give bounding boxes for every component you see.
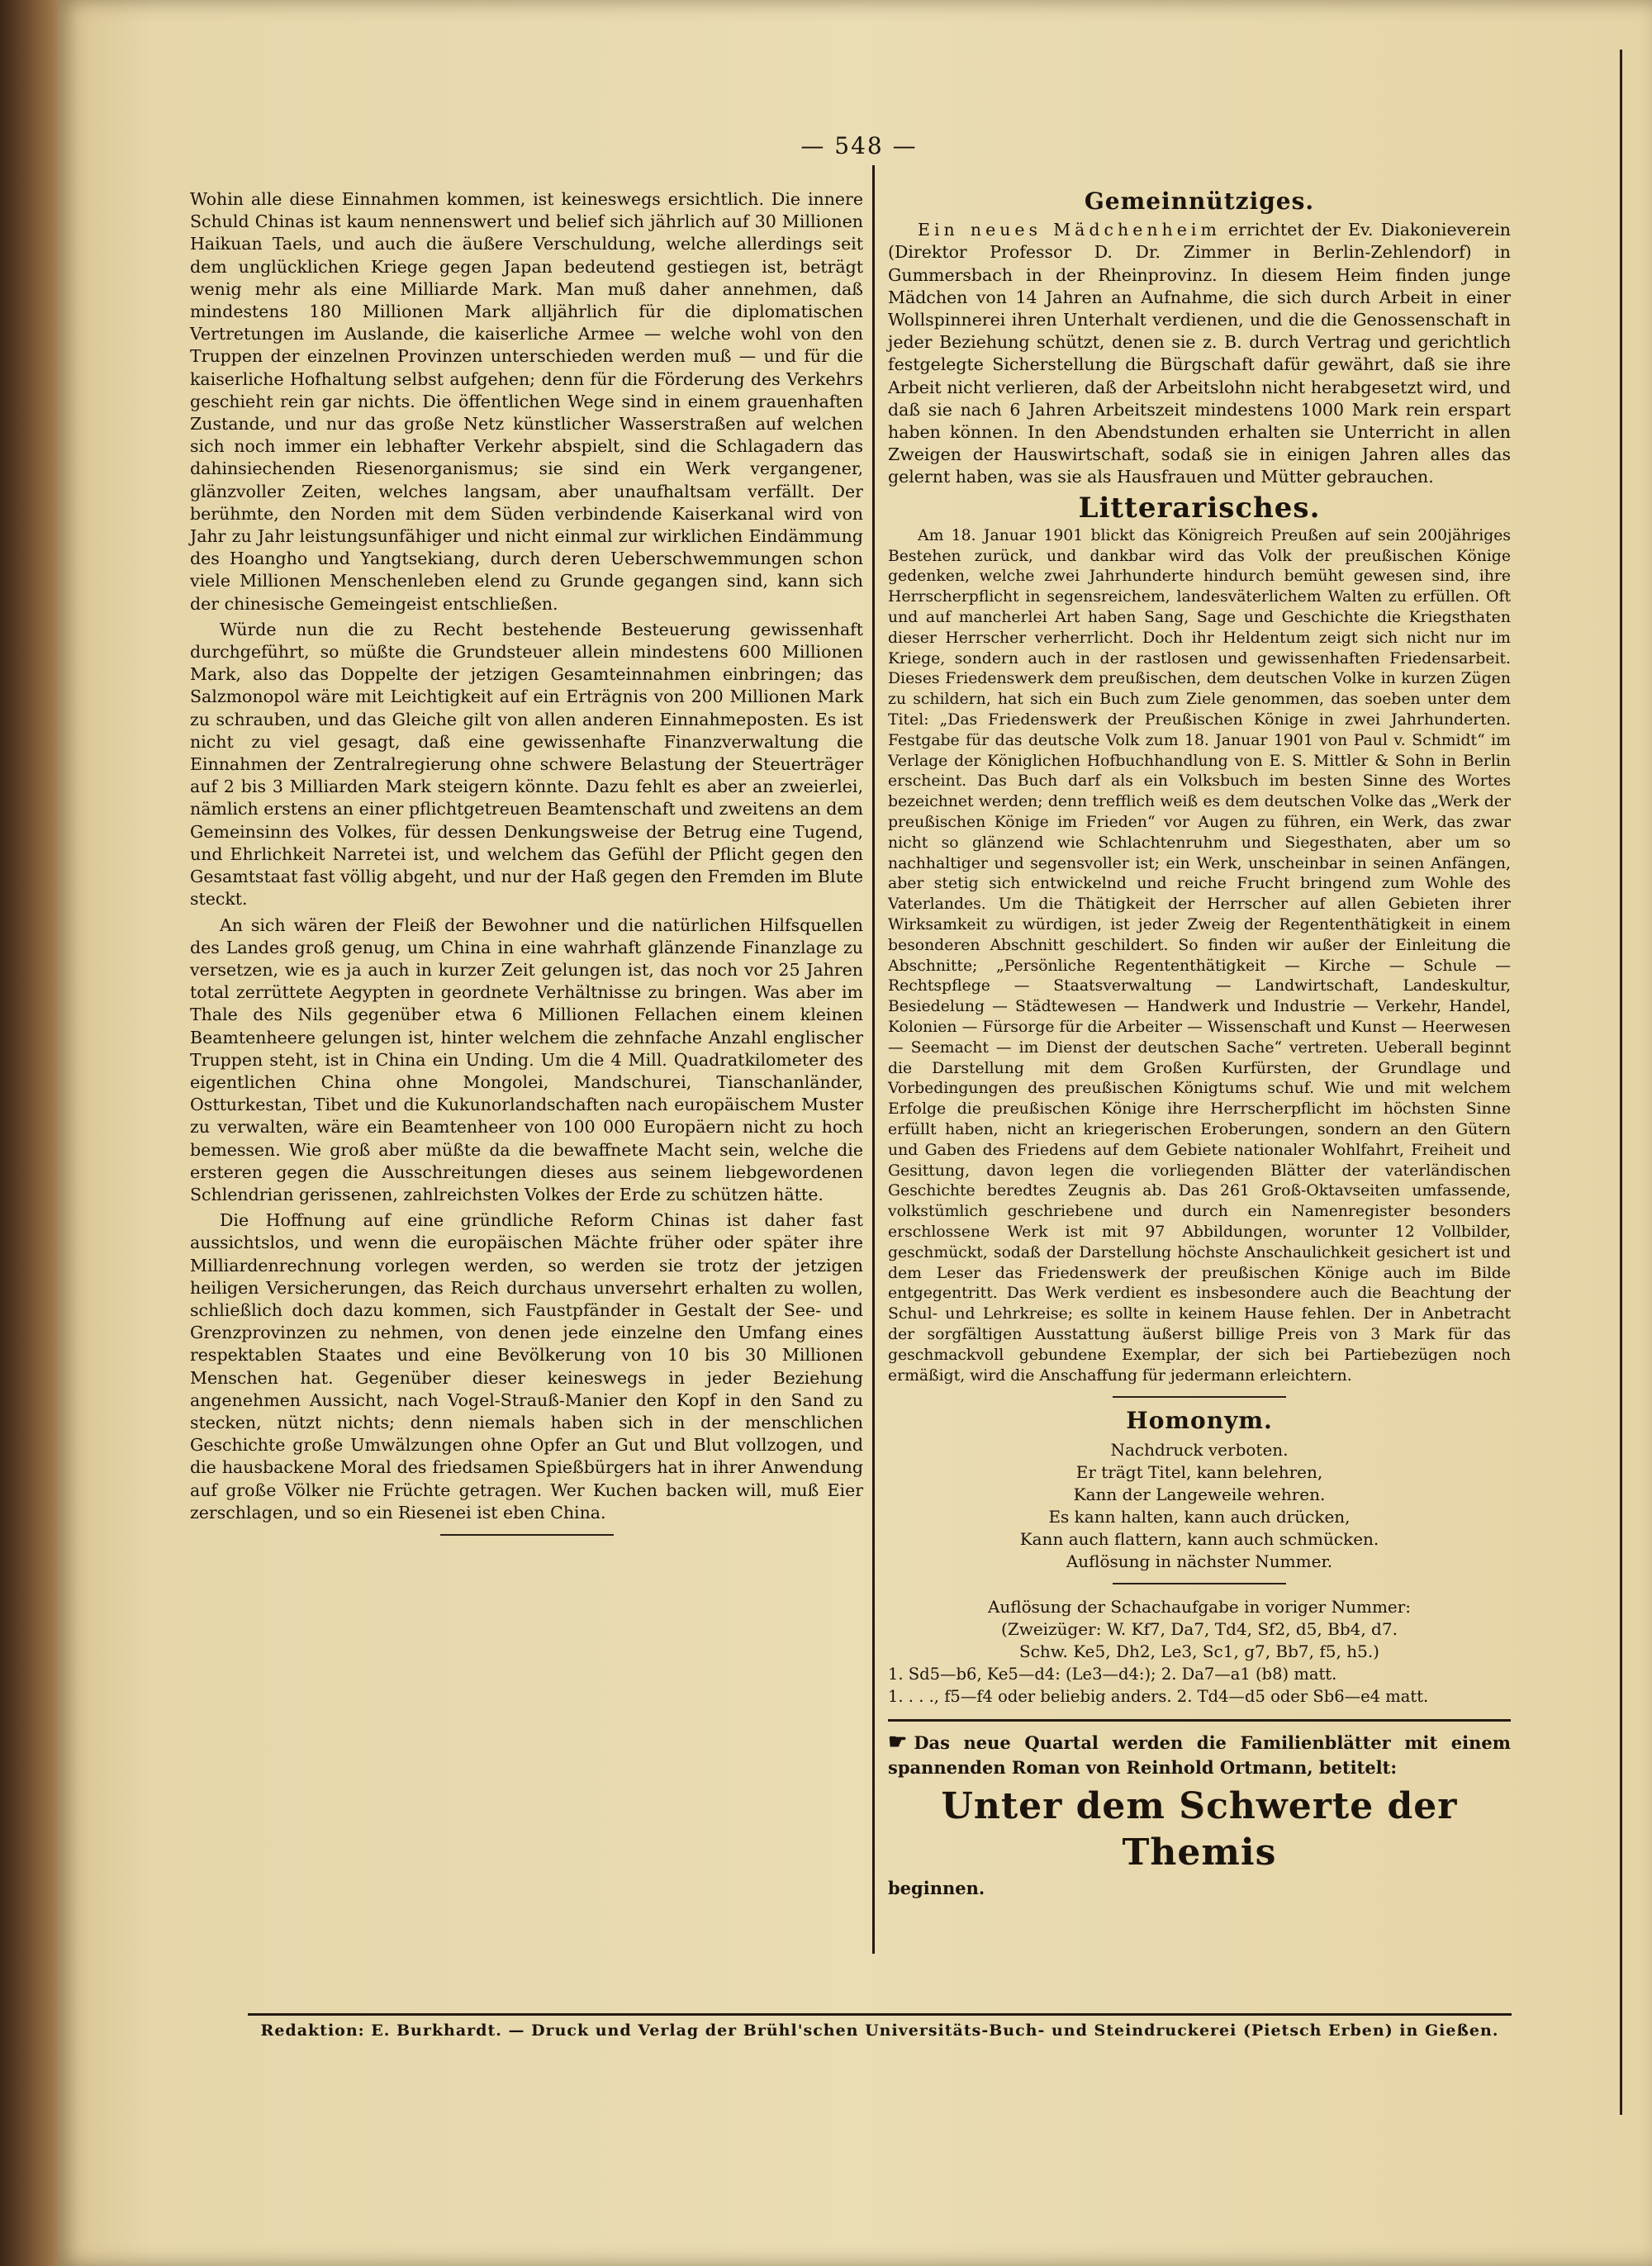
homonym-line-1: Er trägt Titel, kann belehren,: [1075, 1461, 1323, 1482]
gemeinnuetziges-text: [888, 219, 1511, 488]
gemeinnuetziges-lead: Ein neues Mädchenheim: [918, 220, 1221, 240]
left-paragraph-1: Wohin alle diese Einnahmen kommen, ist keineswegs ersichtlich. Die innere Schuld Chinas ist kaum nennenswert und belief sich jährlich auf 30 Millionen Haikuan Taels, und auch die äußere Verschuldung, welche allerdings seit dem unglücklichen Kriege gegen Japan bedeutend gestiegen ist, beträgt wenig mehr als eine Milliarde Mark. Man muß daher annehmen, daß mindestens 180 Millionen Mark alljährlich für die diplomatischen Vertretungen im Auslande, die kaiserliche Armee — welche wohl von den Truppen der einzelnen Provinzen unterschieden werden muß — und für die kaiserliche Hofhaltung selbst aufgehen; denn für die Förderung des Verkehrs geschieht rein gar nichts. Die öffentlichen Wege sind in einem grauenhaften Zustande, und nur das große Netz künstlicher Wasserstraßen auf welchen sich noch immer ein lebhafter Verkehr abspielt, sind die Schlagadern das dahinsiechenden Riesenorganismus; sie sind ein Werk vergangener, glänzvoller Zeiten, welches langsam, aber unaufhaltsam verfällt. Der berühmte, den Norden mit dem Süden verbindende Kaiserkanal wird von Jahr zu Jahr leistungsunfähiger und nicht einmal zur wirklichen Eindämmung des Hoangho und Yangtsekiang, durch deren Ueberschwemmungen schon viele Millionen Menschenleben elend zu Grunde gegangen sind, kann sich der chinesische Gemeingeist entschließen.: [190, 189, 863, 614]
left-column: [190, 188, 863, 1547]
quarter-notice-text: Das neue Quartal werden die Familienblätter mit einem spannenden Roman von Reinhold Ortmann, betitelt:: [888, 1732, 1511, 1778]
litterarisches-text: Am 18. Januar 1901 blickt das Königreich Preußen auf sein 200jähriges Bestehen zurück, und dankbar wird das Volk der preußischen Könige gedenken, welche zwei Jahrhunderte hindurch bemüht gewesen sind, ihre Herrscherpflicht in segensreichem, landesväterlichem Walten zu erfüllen. Oft und auf mancherlei Art haben Sang, Sage und Geschichte die Kriegsthaten dieser Herrscher verherrlicht. Doch ihr Heldentum zeigt sich nicht nur im Kriege, sondern auch in der rastlosen und gewissenhaften Friedensarbeit. Dieses Friedenswerk dem preußischen, dem deutschen Volke in kurzen Zügen zu schildern, hat sich ein Buch zum Ziele genommen, das soeben unter dem Titel: „Das Friedenswerk der Preußischen Könige in zwei Jahrhunderten. Festgabe für das deutsche Volk zum 18. Januar 1901 von Paul v. Schmidt“ im Verlage der Königlichen Hofbuchhandlung von E. S. Mittler & Sohn in Berlin erscheint. Das Buch darf als ein Volksbuch im besten Sinne des Wortes bezeichnet werden; denn trefflich weiß es dem deutschen Volke das „Werk der preußischen Könige im Frieden“ vor Augen zu führen, ein Werk, das zwar nicht so glänzend wie Schlachtenruhm und Siegesthaten, aber um so nachhaltiger und segensvoller ist; ein Werk, unscheinbar in seinen Anfängen, aber stetig sich entwickelnd und reiche Frucht bringend zum Wohle des Vaterlandes. Um die Thätigkeit der Herrscher auf allen Gebieten ihrer Wirksamkeit zu würdigen, ist jeder Zweig der Regententhätigkeit in einem besonderen Abschnitt geschildert. So finden wir außer der Einleitung die Abschnitte; „Persönliche Regententhätigkeit — Kirche — Schule — Rechtspflege — Staatsverwaltung — Landwirtschaft, Landeskultur, Besiedelung — Städtewesen — Handwerk und Industrie — Verkehr, Handel, Kolonien — Fürsorge für die Arbeiter — Wissenschaft und Kunst — Heerwesen — Seemacht — im Dienst der deutschen Sache“ vertreten. Ueberall beginnt die Darstellung mit dem Großen Kurfürsten, der Grundlage und Vorbedingungen des preußischen Königtums schuf. Wie und mit welchem Erfolge die preußischen Könige ihre Herrscherpflicht im höchsten Sinne erfüllt haben, nicht an kriegerischen Eroberungen, sondern an den Gütern und Gaben des Friedens auf dem Gebiete nationaler Wohlfahrt, Freiheit und Gesittung, davon legen die vorliegenden Blätter der vaterländischen Geschichte beredtes Zeugnis ab. Das 261 Groß-Oktavseiten umfassende, volkstümlich geschriebene und durch ein Namenregister besonders erschlossene Werk ist mit 97 Abbildungen, worunter 12 Vollbilder, geschmückt, sodaß der Darstellung höchste Anschaulichkeit gesichert ist und dem Leser das Friedenswerk der preußischen Könige auch im Bilde entgegentritt. Das Werk verdient es insbesondere auch die Beachtung der Schul- und Lehrkreise; es sollte in keinem Hause fehlen. Der in Anbetracht der sorgfältigen Ausstattung äußerst billige Preis von 3 Mark für das geschmackvoll gebundene Exemplar, der sich bei Partiebezügen noch ermäßigt, wird die Anschaffung für jedermann erleichtern.: [888, 526, 1511, 1385]
left-paragraph-2: Würde nun die zu Recht bestehende Besteuerung gewissenhaft durchgeführt, so müßte die Grundsteuer allein mindestens 600 Millionen Mark, also das Doppelte der jetzigen Gesamteinnahmen einbringen; das Salzmonopol wäre mit Leichtigkeit auf ein Erträgnis von 200 Millionen Mark zu schrauben, und das Gleiche gilt von allen anderen Einnahmeposten. Es ist nicht zu viel gesagt, daß eine gewissenhafte Finanzverwaltung die Einnahmen der Zentralregierung ohne schwere Belastung der Steuerträger auf 2 bis 3 Milliarden Mark steigern könnte. Dazu fehlt es aber an zweierlei, nämlich erstens an einer pflichtgetreuen Beamtenschaft und zweitens an dem Gemeinsinn des Volkes, für dessen Denkungsweise der Betrug eine Tugend, und Ehrlichkeit Narretei ist, und welchem das Gefühl der Pflicht gegen den Gesamtstaat fast völlig abgeht, und nur der Haß gegen den Fremden im Blute steckt.: [190, 619, 863, 910]
litterarisches-heading: Litterarisches.: [1078, 491, 1321, 525]
homonym-line-5: Auflösung in nächster Nummer.: [1066, 1551, 1333, 1571]
chess-separator: [1113, 1583, 1286, 1584]
homonym-line-3: Es kann halten, kann auch drücken,: [1048, 1506, 1351, 1527]
homonym-separator: [1113, 1396, 1286, 1398]
chess-heading: Auflösung der Schachaufgabe in voriger Nummer:: [987, 1596, 1412, 1617]
left-paragraph-4: Die Hoffnung auf eine gründliche Reform Chinas ist daher fast aussichtslos, und wenn die europäischen Mächte früher oder später ihre Milliardenrechnung vorlegen werden, so werden sie trotz der jetzigen heiligen Versicherungen, das Reich durchaus unversehrt erhalten zu wollen, schließlich doch dazu kommen, sich Faustpfänder in Gestalt der See- und Grenzprovinzen zu nehmen, von denen jede einzelne den Umfang eines respektablen Staates und eine Bevölkerung von 10 bis 30 Millionen Menschen hat. Gegenüber dieser keineswegs in jeder Beziehung angenehmen Aussicht, nach Vogel-Strauß-Manier den Kopf in den Sand zu stecken, nützt nichts; denn niemals haben sich in der menschlichen Geschichte große Umwälzungen ohne Opfer an Gut und Blut vollzogen, und die hausbackene Moral des friedsamen Spießbürgers hat in ihrer Anwendung auf große Völker nie Früchte getragen. Wer Kuchen backen will, muß Eier zerschlagen, und so ein Riesenei ist eben China.: [190, 1210, 863, 1523]
adjacent-page-edge: [1620, 50, 1652, 2115]
gemeinnuetziges-heading: Gemeinnütziges.: [1084, 188, 1315, 215]
chess-black: Schw. Ke5, Dh2, Le3, Sc1, g7, Bb7, f5, h5.): [1019, 1641, 1379, 1661]
gemeinnuetziges-body: errichtet der Ev. Diakonieverein (Direktor Professor D. Dr. Zimmer in Berlin-Zehlendorf) in Gummersbach in der Rheinprovinz. In diesem Heim finden junge Mädchen von 14 Jahren an Aufnahme, die sich durch Arbeit in einer Wollspinnerei ihren Unterhalt verdienen, und die die Genossenschaft in jeder Beziehung schützt, denen sie z. B. durch Vertrag und gerichtlich festgelegte Sicherstellung die Bürgschaft dafür gewährt, daß sie ihre Arbeit nicht verlieren, daß der Arbeitslohn nicht herabgesetzt wird, und daß sie nach 6 Jahren Arbeitszeit mindestens 1000 Mark rein erspart haben können. In den Abendstunden erhalten sie Unterricht in allen Zweigen der Hauswirtschaft, sodaß sie in einigen Jahren alles das gelernt haben, was sie als Hausfrauen und Mütter gebrauchen.: [888, 220, 1511, 487]
right-column: [888, 188, 1511, 1901]
chess-solution-2: 1. . . ., f5—f4 oder beliebig anders. 2. Td4—d5 oder Sb6—e4 matt.: [888, 1686, 1429, 1706]
homonym-heading: Homonym.: [1126, 1407, 1273, 1435]
quarter-notice-ending: beginnen.: [888, 1877, 985, 1898]
column-divider: [872, 165, 875, 1954]
quarter-notice: [888, 1719, 1511, 1901]
left-paragraph-3: An sich wären der Fleiß der Bewohner und die natürlichen Hilfsquellen des Landes groß genug, um China in eine wahrhaft glänzende Finanzlage zu versetzen, wie es ja auch in kurzer Zeit gelungen ist, das noch vor 25 Jahren total zerrüttete Aegypten in geordnete Verhältnisse zu bringen. Was aber im Thale des Nils gegenüber etwa 6 Millionen Fellachen einem kleinen Beamtenheere gelungen ist, hinter welchem die zehnfache Anzahl englischer Truppen steht, ist in China ein Unding. Um die 4 Mill. Quadratkilometer des eigentlichen China ohne Mongolei, Mandschurei, Tianschanländer, Ostturkestan, Tibet und die Kukunorlandschaften nach europäischem Muster zu verwalten, wäre ein Beamtenheer von 100 000 Europäern nicht zu hoch bemessen. Wie groß aber müßte da die bewaffnete Macht sein, welche die ersteren gegen die Ausschreitungen dieses aus seinem liebgewordenen Schlendrian gerissenen, zahlreichsten Volkes der Erde zu schützen hätte.: [190, 914, 863, 1204]
imprint-footer: Redaktion: E. Burkhardt. — Druck und Verlag der Brühl'schen Universitäts-Buch- und Steindruckerei (Pietsch Erben) in Gießen.: [260, 2021, 1499, 2040]
left-column-end-rule: [440, 1534, 614, 1536]
chess-solution-1: 1. Sd5—b6, Ke5—d4: (Le3—d4:); 2. Da7—a1 (b8) matt.: [888, 1664, 1337, 1684]
homonym-subtitle: Nachdruck verboten.: [1110, 1439, 1289, 1460]
footer-rule: [248, 2013, 1512, 2016]
chess-white: (Zweizüger: W. Kf7, Da7, Td4, Sf2, d5, Bb4, d7.: [1001, 1618, 1398, 1639]
page-number: — 548 —: [800, 132, 918, 159]
homonym-line-2: Kann der Langeweile wehren.: [1073, 1484, 1326, 1504]
novel-title: Unter dem Schwerte der Themis: [941, 1784, 1458, 1874]
homonym-line-4: Kann auch flattern, kann auch schmücken.: [1019, 1528, 1379, 1549]
pointing-hand-icon: ☛: [888, 1729, 908, 1755]
